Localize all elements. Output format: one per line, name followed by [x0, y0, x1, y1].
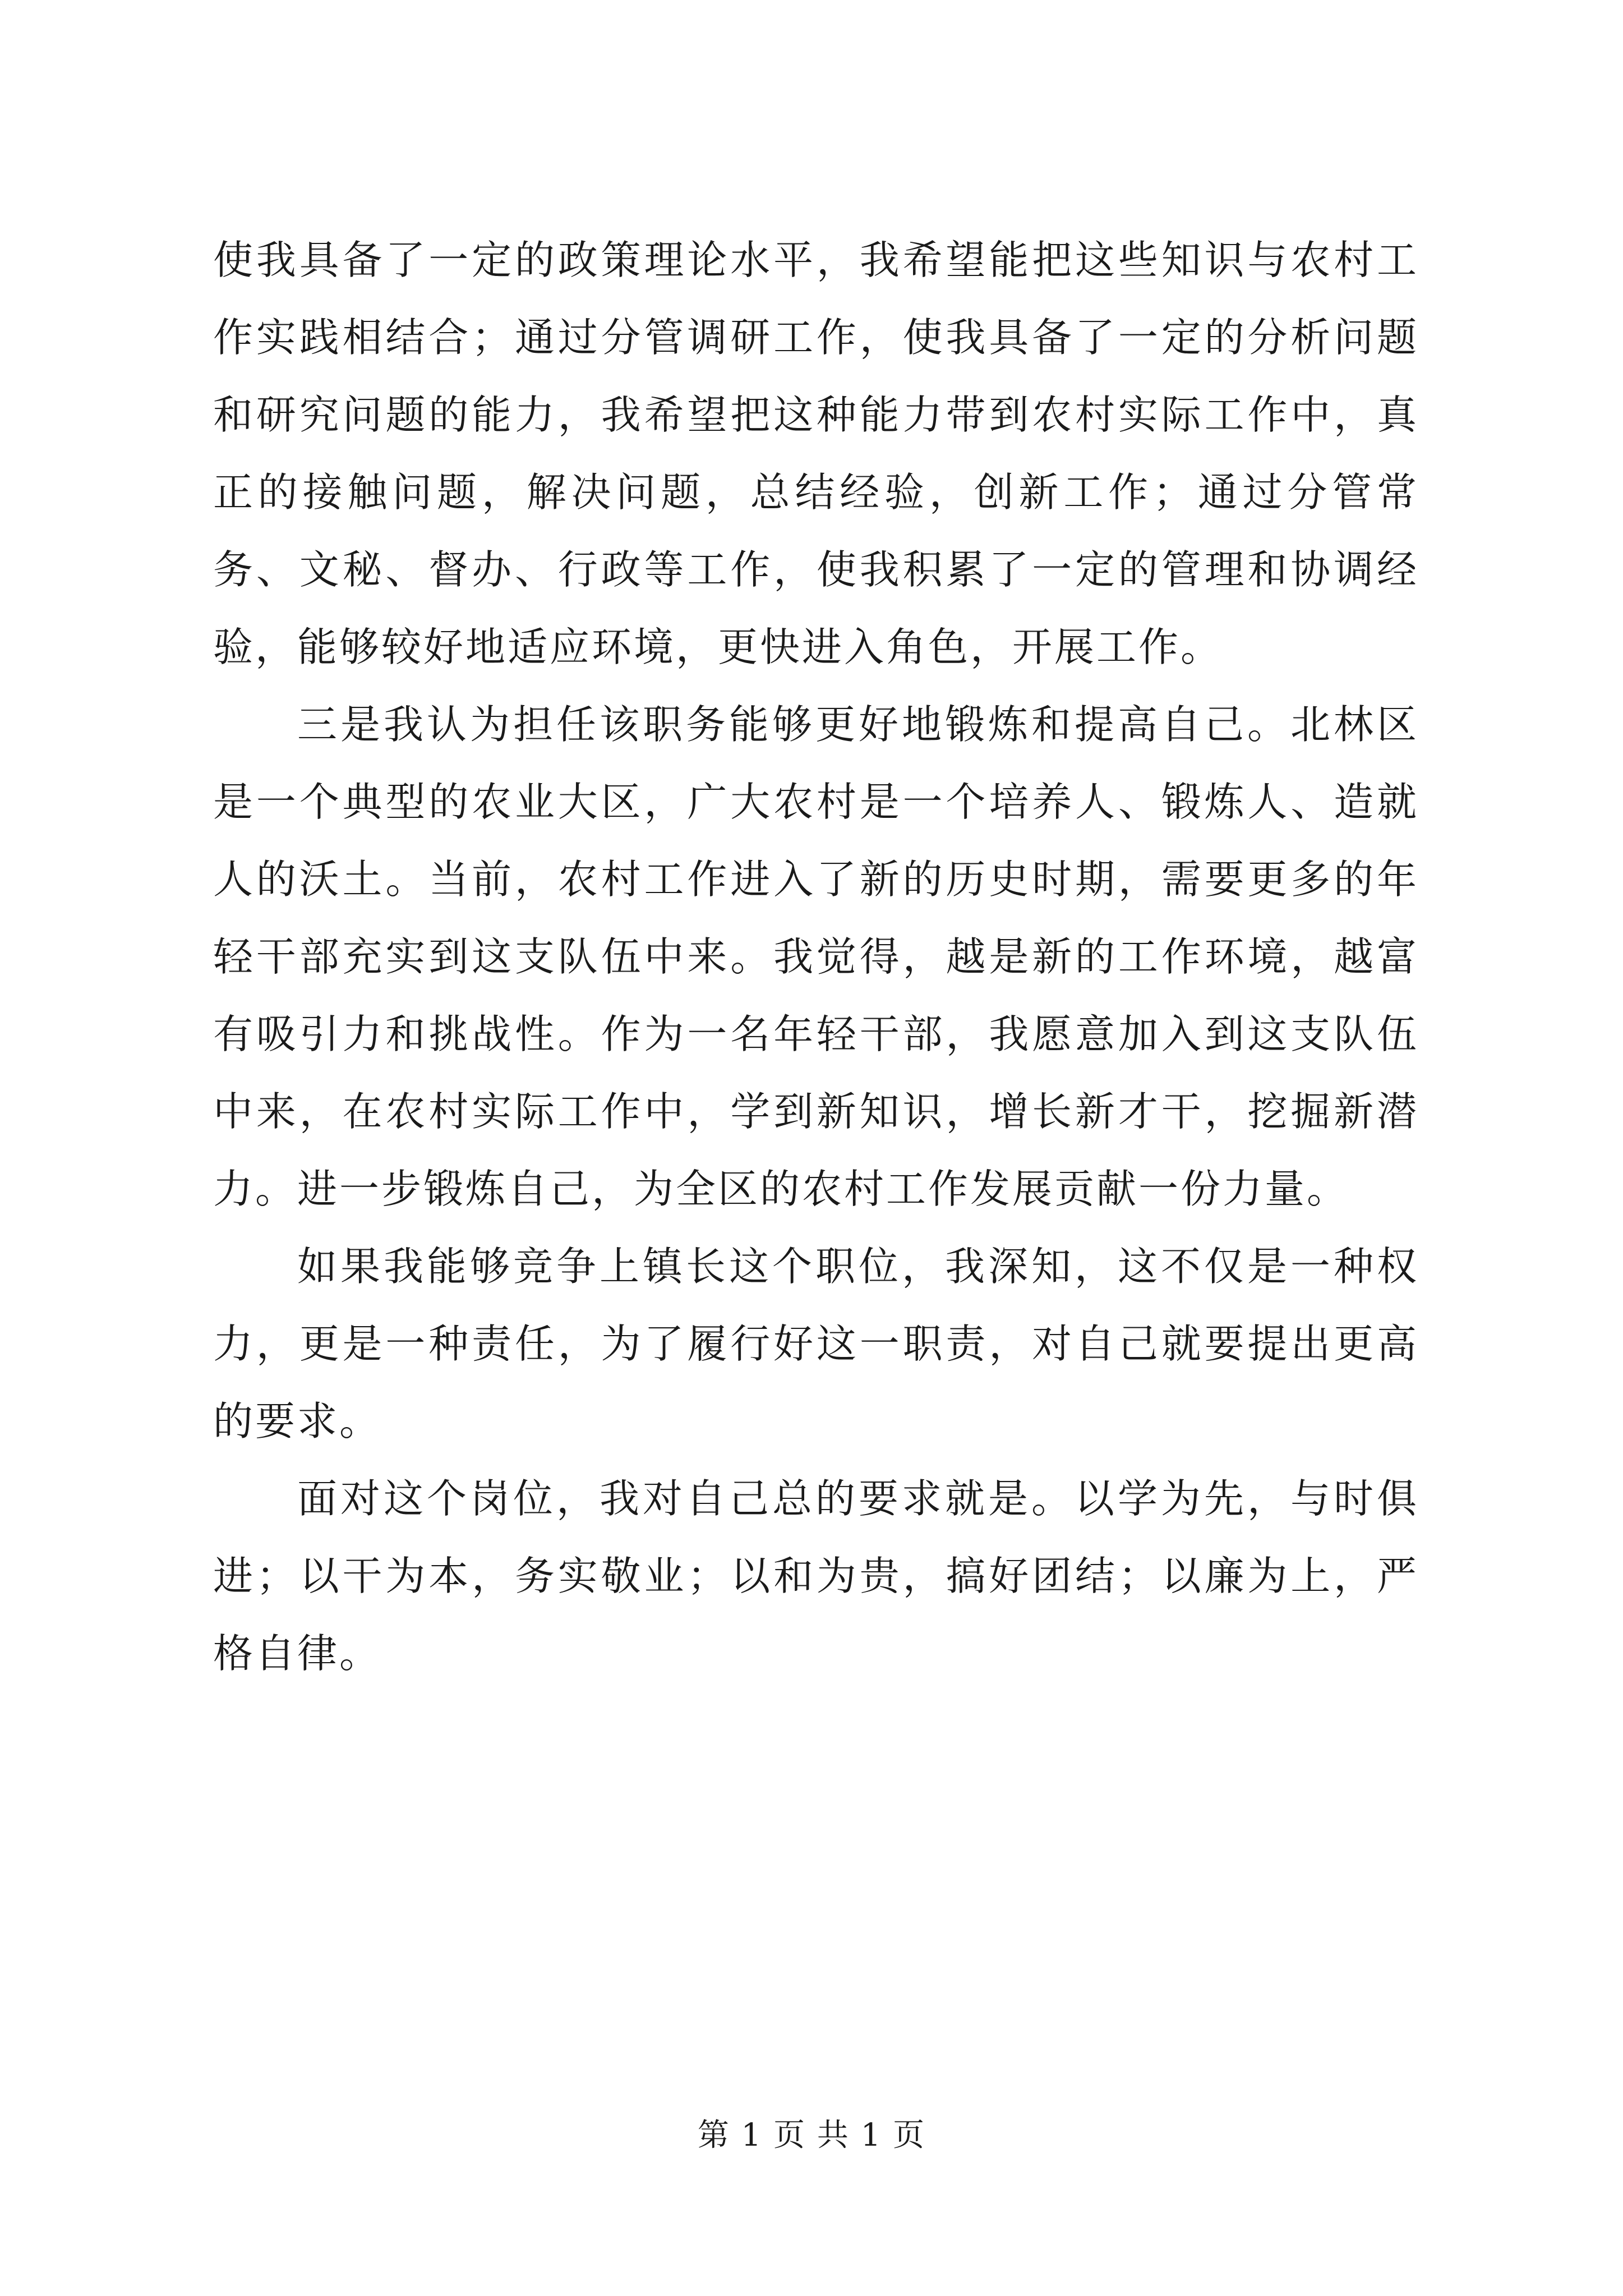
- paragraph-continuation: 使我具备了一定的政策理论水平，我希望能把这些知识与农村工作实践相结合；通过分管调研工作，使我具备了一定的分析问题和研究问题的能力，我希望把这种能力带到农村实际工作中，真正的接触问题，解决问题，总结经验，创新工作；通过分管常务、文秘、督办、行政等工作，使我积累了一定的管理和协调经验，能够较好地适应环境，更快进入角色，开展工作。: [213, 237, 1419, 670]
- document-body: [213, 222, 1419, 1692]
- paragraph-self-requirements: 面对这个岗位，我对自己总的要求就是。以学为先，与时俱进；以干为本，务实敬业；以和为贵，搞好团结；以廉为上，严格自律。: [213, 1475, 1419, 1677]
- paragraph-responsibility: 如果我能够竞争上镇长这个职位，我深知，这不仅是一种权力，更是一种责任，为了履行好这一职责，对自己就要提出更高的要求。: [213, 1243, 1419, 1444]
- paragraph-point-three: 三是我认为担任该职务能够更好地锻炼和提高自己。北林区是一个典型的农业大区，广大农村是一个培养人、锻炼人、造就人的沃土。当前，农村工作进入了新的历史时期，需要更多的年轻干部充实到这支队伍中来。我觉得，越是新的工作环境，越富有吸引力和挑战性。作为一名年轻干部，我愿意加入到这支队伍中来，在农村实际工作中，学到新知识，增长新才干，挖掘新潜力。进一步锻炼自己，为全区的农村工作发展贡献一份力量。: [213, 701, 1419, 1212]
- page-footer: 第 1 页 共 1 页: [697, 2117, 926, 2154]
